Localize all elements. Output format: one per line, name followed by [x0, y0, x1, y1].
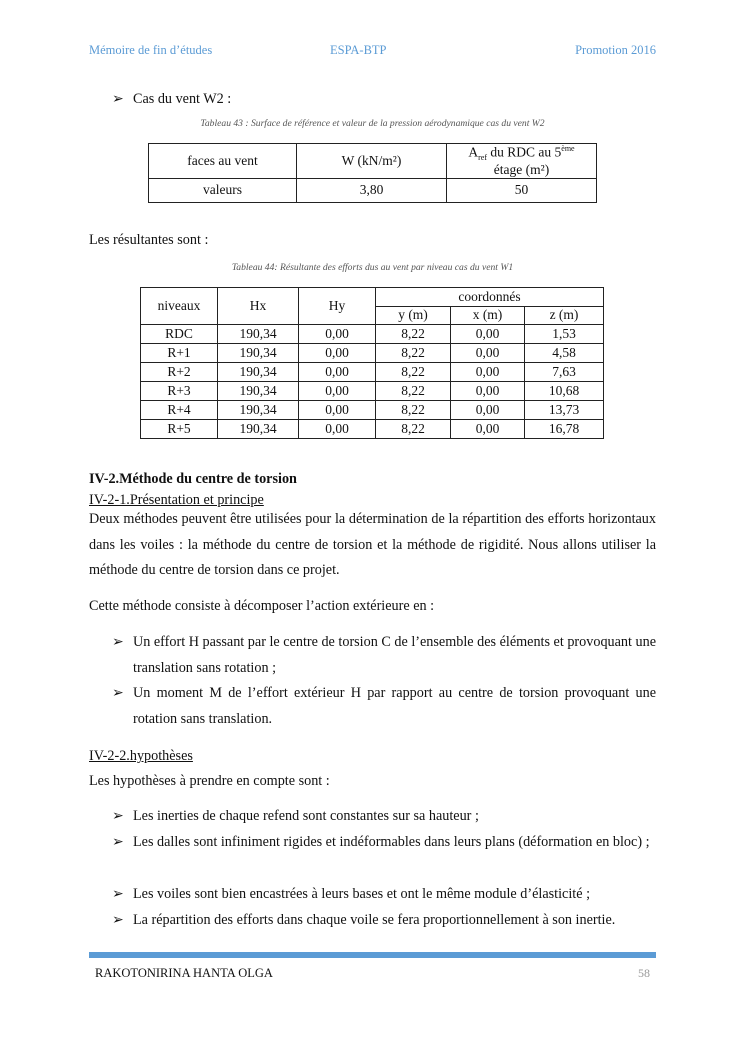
table-cell: 0,00 [299, 325, 376, 344]
table-cell: 7,63 [525, 363, 604, 382]
list-item: ➢ Les dalles sont infiniment rigides et indéformables dans leurs plans (déformation en bloc) ; [112, 830, 656, 856]
table43-caption: Tableau 43 : Surface de référence et valeur de la pression aérodynamique cas du vent W2 [200, 118, 545, 129]
table-cell: 0,00 [451, 325, 525, 344]
table-header: W (kN/m²) [297, 144, 447, 179]
table-row [141, 363, 604, 382]
table-subheader: z (m) [525, 307, 604, 325]
arrow-bullet-icon: ➢ [112, 91, 124, 107]
table-subheader: y (m) [376, 307, 451, 325]
table-cell: 190,34 [218, 344, 299, 363]
table-cell: R+3 [141, 382, 218, 401]
table-cell: 1,53 [525, 325, 604, 344]
header-center: ESPA-BTP [330, 43, 387, 57]
table-row [141, 325, 604, 344]
list-item: ➢ Les inerties de chaque refend sont constantes sur sa hauteur ; [112, 804, 656, 830]
arrow-bullet-icon: ➢ [112, 886, 124, 902]
table-cell: 0,00 [299, 382, 376, 401]
subsection-title: IV-2-2.hypothèses [89, 748, 193, 764]
table-row [141, 382, 604, 401]
table44-caption: Tableau 44: Résultante des efforts dus au vent par niveau cas du vent W1 [231, 262, 514, 273]
table-subheader: x (m) [451, 307, 525, 325]
table-cell: 190,34 [218, 325, 299, 344]
table-cell: 0,00 [451, 420, 525, 439]
paragraph: Deux méthodes peuvent être utilisées pour la détermination de la répartition des efforts horizontaux dans les voiles : la méthode du centre de torsion et la méthode de rigidité. Nous allons utiliser la méthode du centre de torsion dans ce projet. [89, 511, 656, 578]
table-row [141, 344, 604, 363]
table-cell: R+2 [141, 363, 218, 382]
arrow-bullet-icon: ➢ [112, 834, 124, 850]
table-cell: 190,34 [218, 401, 299, 420]
table-cell: R+5 [141, 420, 218, 439]
header-right: Promotion 2016 [575, 43, 656, 57]
table-cell: R+1 [141, 344, 218, 363]
table-cell: valeurs [149, 179, 297, 203]
table-header-aref: $A_{ref}$ du RDC au 5ème étage (m²) [447, 144, 597, 179]
table-cell: 0,00 [299, 344, 376, 363]
bullet-cas-vent-w2: ➢ Cas du vent W2 : [112, 87, 656, 113]
table-cell: 0,00 [299, 401, 376, 420]
table-header: niveaux [141, 288, 218, 325]
table-cell: 0,00 [451, 363, 525, 382]
table-cell: 0,00 [299, 420, 376, 439]
table-cell: 190,34 [218, 382, 299, 401]
footer-author: RAKOTONIRINA HANTA OLGA [95, 966, 273, 980]
table-header: Hy [299, 288, 376, 325]
table-cell: 190,34 [218, 363, 299, 382]
table-43 [148, 143, 597, 203]
table-cell: 13,73 [525, 401, 604, 420]
paragraph: Cette méthode consiste à décomposer l’action extérieure en : [89, 598, 435, 614]
table-cell: 8,22 [376, 344, 451, 363]
table-header: Hx [218, 288, 299, 325]
footer-rule [89, 952, 656, 958]
arrow-bullet-icon: ➢ [112, 634, 124, 650]
table-header: coordonnés [376, 288, 604, 307]
table-cell: 0,00 [299, 363, 376, 382]
table-cell: 0,00 [451, 401, 525, 420]
table-cell: RDC [141, 325, 218, 344]
table-cell: 0,00 [451, 344, 525, 363]
paragraph: Les hypothèses à prendre en compte sont : [89, 773, 330, 789]
table-cell: 8,22 [376, 363, 451, 382]
table-cell: 0,00 [451, 382, 525, 401]
table-cell: 190,34 [218, 420, 299, 439]
table-cell: 16,78 [525, 420, 604, 439]
section-title: IV-2.Méthode du centre de torsion [89, 471, 297, 487]
arrow-bullet-icon: ➢ [112, 912, 124, 928]
table-cell: 8,22 [376, 401, 451, 420]
resultantes-text: Les résultantes sont : [89, 232, 209, 248]
page-number: 58 [638, 966, 650, 980]
table-row [141, 420, 604, 439]
table-44 [140, 287, 604, 439]
table-cell: 3,80 [297, 179, 447, 203]
list-item: ➢ La répartition des efforts dans chaque voile se fera proportionnellement à son inertie. [112, 908, 656, 934]
table-cell: 50 [447, 179, 597, 203]
table-row [141, 401, 604, 420]
table-cell: 10,68 [525, 382, 604, 401]
arrow-bullet-icon: ➢ [112, 808, 124, 824]
table-cell: R+4 [141, 401, 218, 420]
list-item: ➢ Un moment M de l’effort extérieur H par rapport au centre de torsion provoquant une rotation sans translation. [112, 681, 656, 732]
table-cell: 4,58 [525, 344, 604, 363]
table-cell: 8,22 [376, 382, 451, 401]
table-cell: 8,22 [376, 325, 451, 344]
subsection-title: IV-2-1.Présentation et principe [89, 492, 264, 508]
list-item: ➢ Les voiles sont bien encastrées à leurs bases et ont le même module d’élasticité ; [112, 882, 656, 908]
table-cell: 8,22 [376, 420, 451, 439]
list-item: ➢ Un effort H passant par le centre de torsion C de l’ensemble des éléments et provoquant une translation sans rotation ; [112, 630, 656, 681]
table-header: faces au vent [149, 144, 297, 179]
header-left: Mémoire de fin d’études [89, 43, 213, 57]
arrow-bullet-icon: ➢ [112, 685, 124, 701]
